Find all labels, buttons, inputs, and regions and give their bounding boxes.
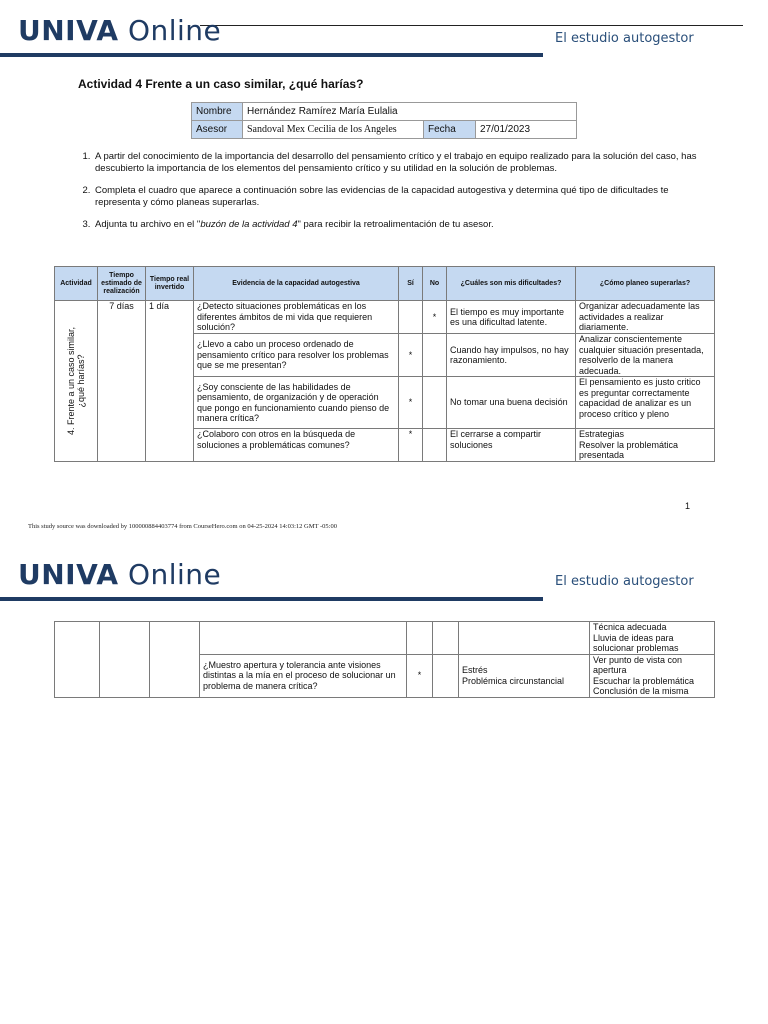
header-tiempo-real: Tiempo real invertido: [146, 267, 194, 301]
header-slogan-page2: El estudio autogestor: [555, 574, 694, 589]
activity-cell: [55, 301, 98, 462]
evidence-cell: ¿Detecto situaciones problemáticas en los diferentes ámbitos de mi vida que requieren solución?: [194, 301, 399, 334]
instruction-2: 2. Completa el cuadro que aparece a continuación sobre las evidencias de la capacidad autogestiva y determina qué tipo de dificultades te representa y cómo planeas superarlas.: [93, 185, 703, 208]
header-no: No: [423, 267, 447, 301]
header-superarlas: ¿Cómo planeo superarlas?: [576, 267, 715, 301]
no-cell: [423, 429, 447, 462]
table-row: [55, 301, 715, 334]
difficulty-cell: Estrés Problémica circunstancial: [459, 654, 590, 697]
difficulty-cell: No tomar una buena decisión: [447, 377, 576, 429]
instructions: [53, 151, 703, 242]
difficulty-cell: El tiempo es muy importante es una dificultad latente.: [447, 301, 576, 334]
header-dificultades: ¿Cuáles son mis dificultades?: [447, 267, 576, 301]
nombre-value: Hernández Ramírez María Eulalia: [243, 103, 577, 121]
asesor-value: Sandoval Mex Cecilia de los Angeles: [243, 121, 424, 139]
evidence-cell: ¿Colaboro con otros en la búsqueda de soluciones a problemáticas comunes?: [194, 429, 399, 462]
asesor-label: Asesor: [192, 121, 243, 139]
activity-name: 4. Frente a un caso similar, ¿qué harías?: [66, 326, 86, 435]
difficulty-cell: [459, 622, 590, 655]
fecha-label: Fecha: [424, 121, 476, 139]
plan-cell: Ver punto de vista con apertura Escuchar la problemática Conclusión de la misma: [590, 654, 715, 697]
estimated-time: 7 días: [98, 301, 146, 462]
page-number: 1: [685, 501, 691, 511]
real-time: 1 día: [146, 301, 194, 462]
instruction-3: 3. Adjunta tu archivo en el "buzón de la actividad 4" para recibir la retroalimentación de tu asesor.: [93, 219, 703, 231]
table-header-row: [55, 267, 715, 301]
estimated-time: [100, 622, 150, 698]
no-cell: *: [423, 301, 447, 334]
source-note: This study source was downloaded by 100000884403774 from CourseHero.com on 04-25-2024 14:03:12 GMT -05:00: [28, 523, 337, 530]
si-cell: *: [399, 334, 423, 377]
header-tiempo-estimado: Tiempo estimado de realización: [98, 267, 146, 301]
logo-online-text: Online: [127, 558, 222, 591]
table-row: [55, 622, 715, 655]
univa-logo: UNIVA Online: [18, 14, 222, 47]
logo-online-text: Online: [127, 14, 222, 47]
no-cell: [423, 334, 447, 377]
header-si: Sí: [399, 267, 423, 301]
difficulty-cell: El cerrarse a compartir soluciones: [447, 429, 576, 462]
header-top-rule: [200, 25, 743, 26]
si-cell: [407, 622, 433, 655]
plan-cell: Estrategias Resolver la problemática presentada: [576, 429, 715, 462]
evidence-cell: ¿Muestro apertura y tolerancia ante visiones distintas a la mía en el proceso de solucionar un problema de manera crítica?: [200, 654, 407, 697]
activity-title: Actividad 4 Frente a un caso similar, ¿qué harías?: [78, 77, 364, 91]
buzon-emphasis: buzón de la actividad 4: [200, 219, 298, 230]
self-management-table: [54, 266, 715, 462]
header-slogan: El estudio autogestor: [555, 31, 694, 46]
si-cell: *: [399, 377, 423, 429]
evidence-cell: ¿Soy consciente de las habilidades de pensamiento, de organización y de operación que pongo en funcionamiento cuando pienso de manera crítica?: [194, 377, 399, 429]
nombre-label: Nombre: [192, 103, 243, 121]
no-cell: [433, 622, 459, 655]
plan-cell: El pensamiento es justo critico es preguntar correctamente capacidad de analizar es un proceso crítico y pleno: [576, 377, 715, 429]
fecha-value: 27/01/2023: [476, 121, 577, 139]
no-cell: [433, 654, 459, 697]
no-cell: [423, 377, 447, 429]
si-cell: [399, 301, 423, 334]
univa-logo-page2: UNIVA Online: [18, 558, 222, 591]
si-cell: *: [407, 654, 433, 697]
header-actividad: Actividad: [55, 267, 98, 301]
instruction-1: 1. A partir del conocimiento de la importancia del desarrollo del pensamiento crítico y el trabajo en equipo realizado para la solución del caso, has descubierto la importancia de los elementos del pensamiento crítico y su utilidad en la solución de problemas.: [93, 151, 703, 174]
student-info-table: [191, 102, 577, 139]
difficulty-cell: Cuando hay impulsos, no hay razonamiento.: [447, 334, 576, 377]
self-management-table-continued: [54, 621, 715, 698]
real-time: [150, 622, 200, 698]
header-bottom-bar: [0, 53, 543, 57]
plan-cell: Organizar adecuadamente las actividades a realizar diariamente.: [576, 301, 715, 334]
si-cell: *: [399, 429, 423, 462]
activity-cell: [55, 622, 100, 698]
evidence-cell: ¿Llevo a cabo un proceso ordenado de pensamiento crítico para resolver los problemas que se me presentan?: [194, 334, 399, 377]
plan-cell: Técnica adecuada Lluvia de ideas para solucionar problemas: [590, 622, 715, 655]
plan-cell: Analizar conscientemente cualquier situación presentada, resolverlo de la manera adecuada.: [576, 334, 715, 377]
evidence-cell: [200, 622, 407, 655]
header-bottom-bar-page2: [0, 597, 543, 601]
header-evidencia: Evidencia de la capacidad autogestiva: [194, 267, 399, 301]
